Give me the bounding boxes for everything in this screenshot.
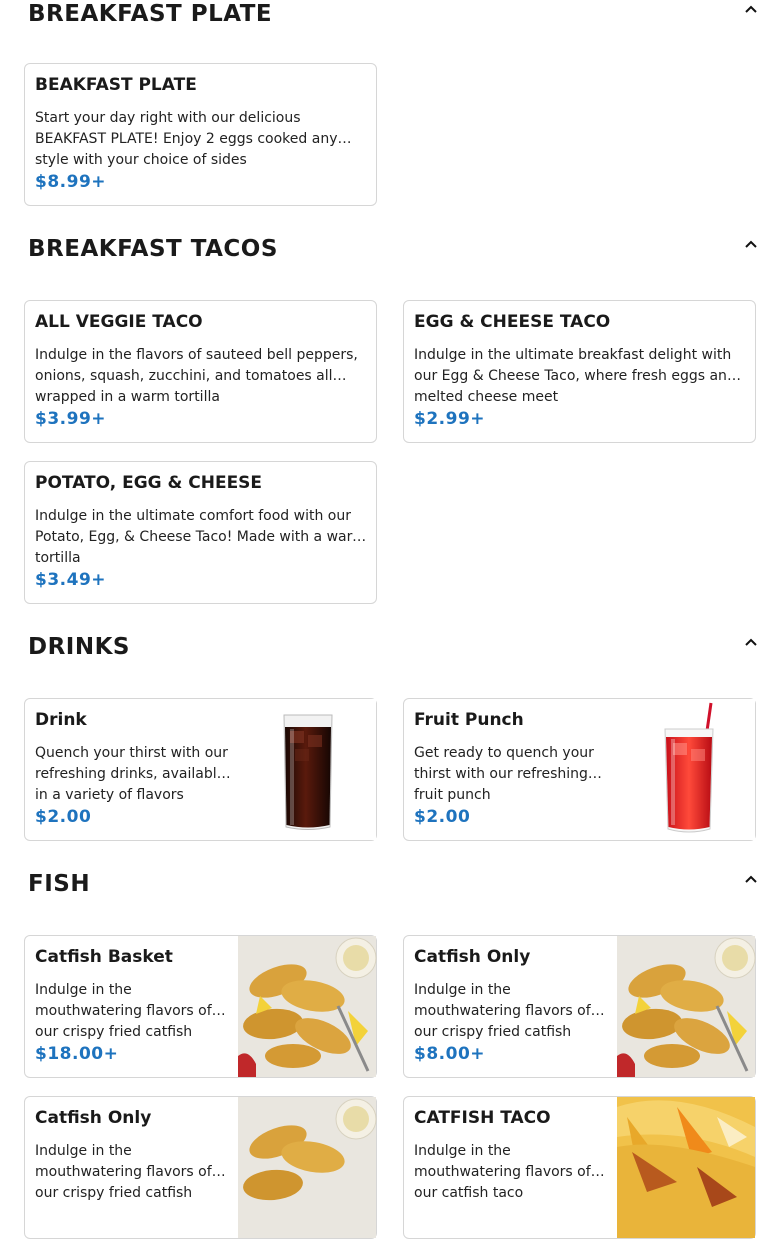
chevron-up-icon[interactable] xyxy=(744,237,758,251)
section-header-breakfast-tacos[interactable] xyxy=(28,235,758,265)
fried-catfish-image xyxy=(617,936,755,1077)
section-header-breakfast-plate[interactable] xyxy=(28,0,758,30)
chevron-up-icon[interactable] xyxy=(744,872,758,886)
item-name: CATFISH TACO xyxy=(414,1108,551,1128)
item-name: Catfish Only xyxy=(414,947,531,967)
chevron-up-icon[interactable] xyxy=(744,2,758,16)
item-name: Catfish Basket xyxy=(35,947,173,967)
item-price: $2.00 xyxy=(414,807,471,827)
item-description: Indulge in the ultimate comfort food with our Potato, Egg, & Cheese Taco! Made with a warm tortilla xyxy=(35,508,366,566)
chevron-up-icon[interactable] xyxy=(744,635,758,649)
item-price: $3.49+ xyxy=(35,570,107,590)
item-image xyxy=(238,699,376,840)
item-description: Start your day right with our delicious BEAKFAST PLATE! Enjoy 2 eggs cooked any style with your choice of sides xyxy=(35,110,338,168)
item-name: Fruit Punch xyxy=(414,710,524,730)
section-title: BREAKFAST TACOS xyxy=(28,236,278,262)
item-name: Catfish Only xyxy=(35,1108,152,1128)
item-description: Quench your thirst with our refreshing drinks, available in a variety of flavors xyxy=(35,745,228,803)
item-name: EGG & CHEESE TACO xyxy=(414,312,611,332)
item-name: BEAKFAST PLATE xyxy=(35,75,197,95)
menu-item-card[interactable] xyxy=(24,63,377,206)
item-name: POTATO, EGG & CHEESE xyxy=(35,473,263,493)
menu-item-card[interactable] xyxy=(24,300,377,443)
item-image xyxy=(617,1097,755,1238)
item-description: Indulge in the mouthwatering flavors of our crispy fried catfish xyxy=(35,1143,212,1201)
menu-item-card[interactable] xyxy=(403,1096,756,1239)
item-price: $2.99+ xyxy=(414,409,486,429)
item-description: Indulge in the mouthwatering flavors of our crispy fried catfish xyxy=(35,982,212,1040)
menu-item-card[interactable] xyxy=(24,698,377,841)
fruit-punch-glass-image xyxy=(617,699,755,840)
item-image xyxy=(617,699,755,840)
item-name: Drink xyxy=(35,710,87,730)
cola-glass-image xyxy=(238,699,376,840)
menu-item-card[interactable] xyxy=(403,698,756,841)
item-name: ALL VEGGIE TACO xyxy=(35,312,203,332)
section-header-fish[interactable] xyxy=(28,870,758,900)
menu-item-card[interactable] xyxy=(24,1096,377,1239)
section-title: DRINKS xyxy=(28,634,130,660)
item-description: Indulge in the mouthwatering flavors of our catfish taco xyxy=(414,1143,591,1201)
item-price: $3.99+ xyxy=(35,409,107,429)
item-image xyxy=(238,1097,376,1238)
section-header-drinks[interactable] xyxy=(28,633,758,663)
section-title: FISH xyxy=(28,871,91,897)
taco-image xyxy=(617,1097,755,1238)
item-price: $18.00+ xyxy=(35,1044,119,1064)
item-image xyxy=(617,936,755,1077)
menu-item-card[interactable] xyxy=(24,461,377,604)
section-title: BREAKFAST PLATE xyxy=(28,1,273,27)
item-image xyxy=(238,936,376,1077)
item-price: $8.00+ xyxy=(414,1044,486,1064)
menu-item-card[interactable] xyxy=(24,935,377,1078)
fried-catfish-image xyxy=(238,936,376,1077)
item-description: Get ready to quench your thirst with our refreshing fruit punch xyxy=(414,745,594,803)
item-description: Indulge in the ultimate breakfast delight with our Egg & Cheese Taco, where fresh eggs and melted cheese meet xyxy=(414,347,736,405)
item-description: Indulge in the flavors of sauteed bell peppers, onions, squash, zucchini, and tomatoes all wrapped in a warm tortilla xyxy=(35,347,358,405)
fried-catfish-image xyxy=(238,1097,376,1238)
menu-item-card[interactable] xyxy=(403,935,756,1078)
menu-item-card[interactable] xyxy=(403,300,756,443)
item-price: $2.00 xyxy=(35,807,92,827)
item-price: $8.99+ xyxy=(35,172,107,192)
item-description: Indulge in the mouthwatering flavors of our crispy fried catfish xyxy=(414,982,591,1040)
